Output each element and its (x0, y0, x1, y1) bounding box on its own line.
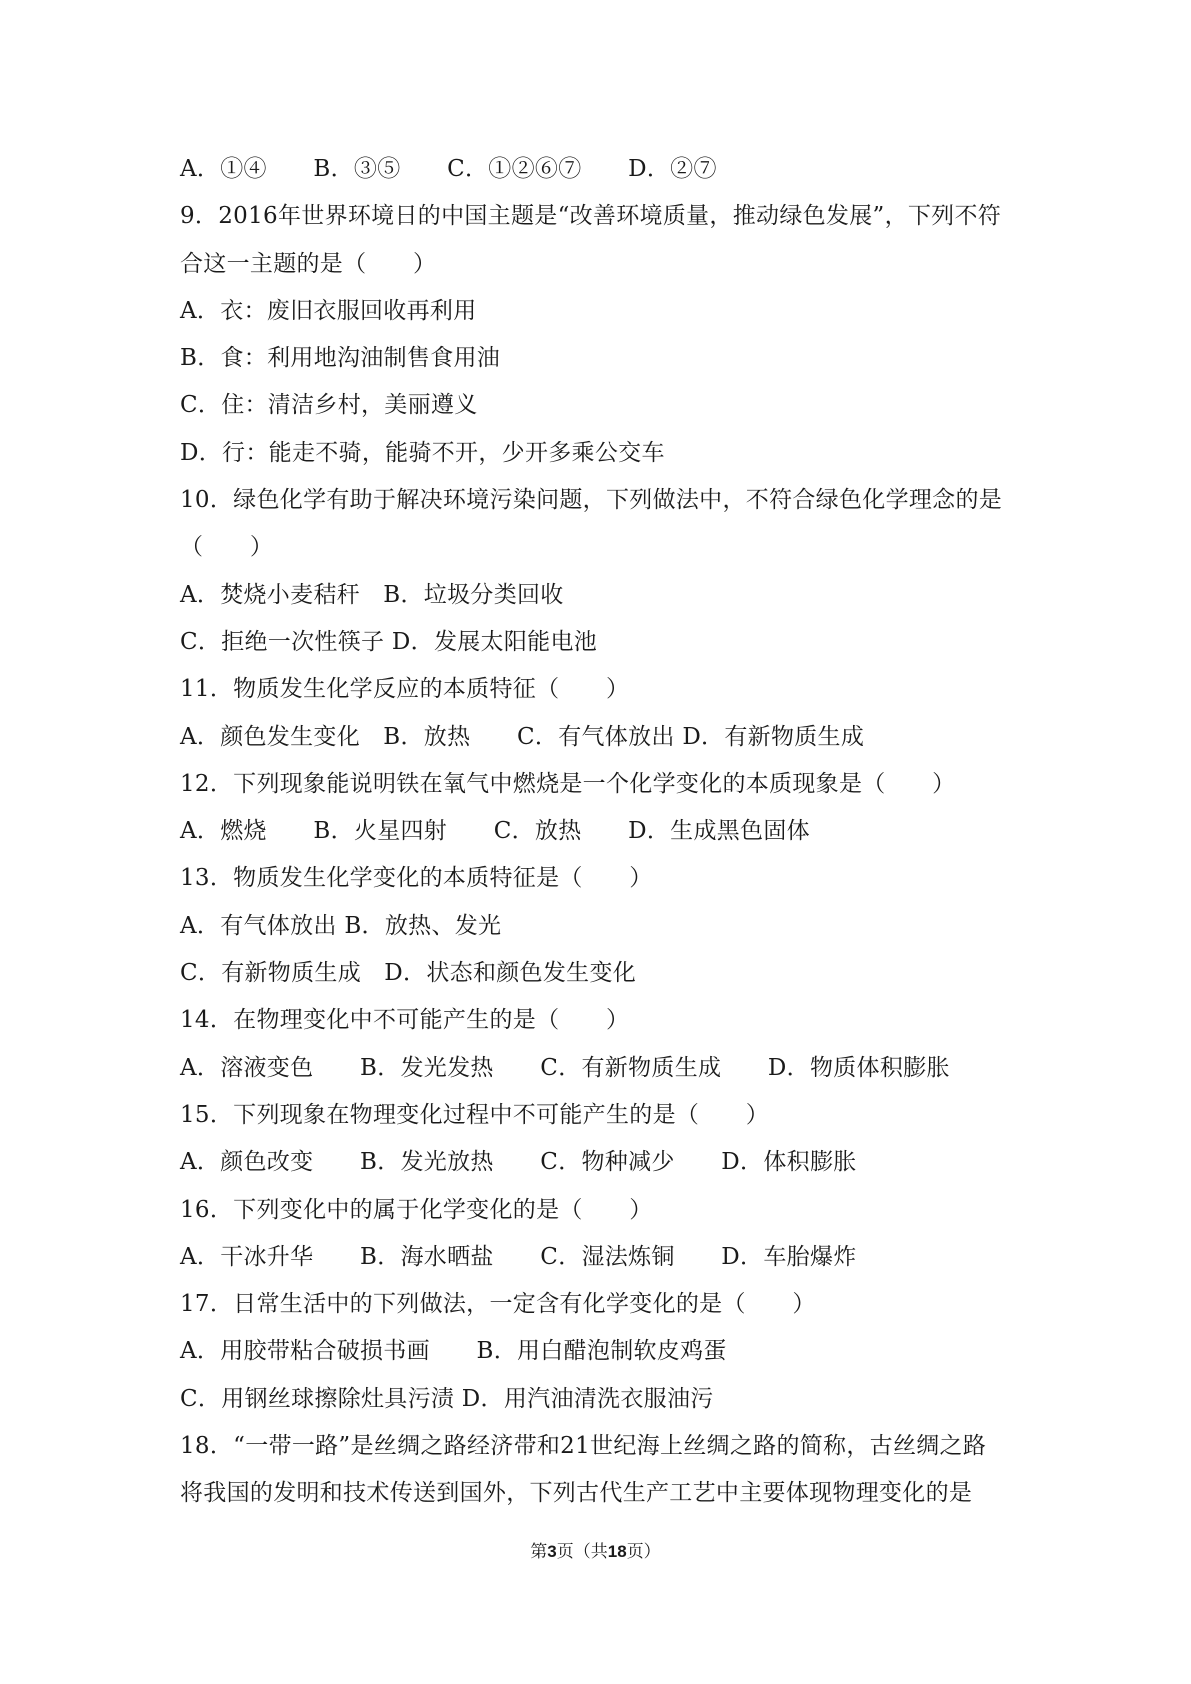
text-line: C．住：清洁乡村，美丽遵义 (180, 392, 478, 419)
text-line: A．有气体放出 B．放热、发光 (180, 912, 502, 939)
text-line: A．①④ B．③⑤ C．①②⑥⑦ D．②⑦ (180, 156, 717, 182)
text-line: （ ） (180, 534, 274, 561)
text-line: 将我国的发明和技术传送到国外，下列古代生产工艺中主要体现物理变化的是 (180, 1480, 973, 1507)
text-line: A．干冰升华 B．海水晒盐 C．湿法炼铜 D．车胎爆炸 (180, 1243, 857, 1270)
footer-total-pages: 18 (607, 1542, 627, 1561)
text-line: C．有新物质生成 D．状态和颜色发生变化 (180, 960, 637, 987)
text-line: A．衣：废旧衣服回收再利用 (180, 297, 477, 324)
text-line: 10．绿色化学有助于解决环境污染问题，下列做法中，不符合绿色化学理念的是 (180, 487, 1003, 514)
text-line: C．拒绝一次性筷子 D．发展太阳能电池 (180, 628, 598, 655)
footer-page-number: 3 (547, 1542, 557, 1561)
text-line: 合这一主题的是（ ） (180, 250, 437, 277)
text-line: 14．在物理变化中不可能产生的是（ ） (180, 1007, 630, 1034)
text-line: 9．2016年世界环境日的中国主题是“改善环境质量，推动绿色发展”，下列不符 (180, 203, 1002, 230)
text-line: A．溶液变色 B．发光发热 C．有新物质生成 D．物质体积膨胀 (180, 1054, 950, 1081)
text-line: 15．下列现象在物理变化过程中不可能产生的是（ ） (180, 1101, 770, 1128)
footer-suffix: 页） (626, 1542, 661, 1562)
question-text (180, 146, 1020, 1518)
text-line: A．燃烧 B．火星四射 C．放热 D．生成黑色固体 (180, 818, 810, 845)
text-line: D．行：能走不骑，能骑不开，少开多乘公交车 (180, 439, 665, 466)
text-line: B．食：利用地沟油制售食用油 (180, 345, 501, 372)
text-line: A．颜色改变 B．发光放热 C．物种减少 D．体积膨胀 (180, 1149, 857, 1176)
text-line: A．颜色发生变化 B．放热 C．有气体放出 D．有新物质生成 (180, 723, 865, 750)
text-line: A．用胶带粘合破损书画 B．用白醋泡制软皮鸡蛋 (180, 1338, 727, 1365)
text-line: 12．下列现象能说明铁在氧气中燃烧是一个化学变化的本质现象是（ ） (180, 770, 956, 797)
text-line: 18．“一带一路”是丝绸之路经济带和21世纪海上丝绸之路的简称，古丝绸之路 (180, 1433, 987, 1460)
footer-middle: 页（共 (556, 1542, 608, 1562)
text-line: A．焚烧小麦秸秆 B．垃圾分类回收 (180, 581, 564, 608)
text-line: C．用钢丝球擦除灶具污渍 D．用汽油清洗衣服油污 (180, 1385, 714, 1412)
text-line: 13．物质发生化学变化的本质特征是（ ） (180, 865, 653, 892)
text-line: 16．下列变化中的属于化学变化的是（ ） (180, 1196, 653, 1223)
text-line: 17．日常生活中的下列做法，一定含有化学变化的是（ ） (180, 1291, 816, 1318)
footer-prefix: 第 (530, 1542, 548, 1562)
page-footer (0, 1537, 1191, 1562)
text-line: 11．物质发生化学反应的本质特征（ ） (180, 676, 630, 703)
